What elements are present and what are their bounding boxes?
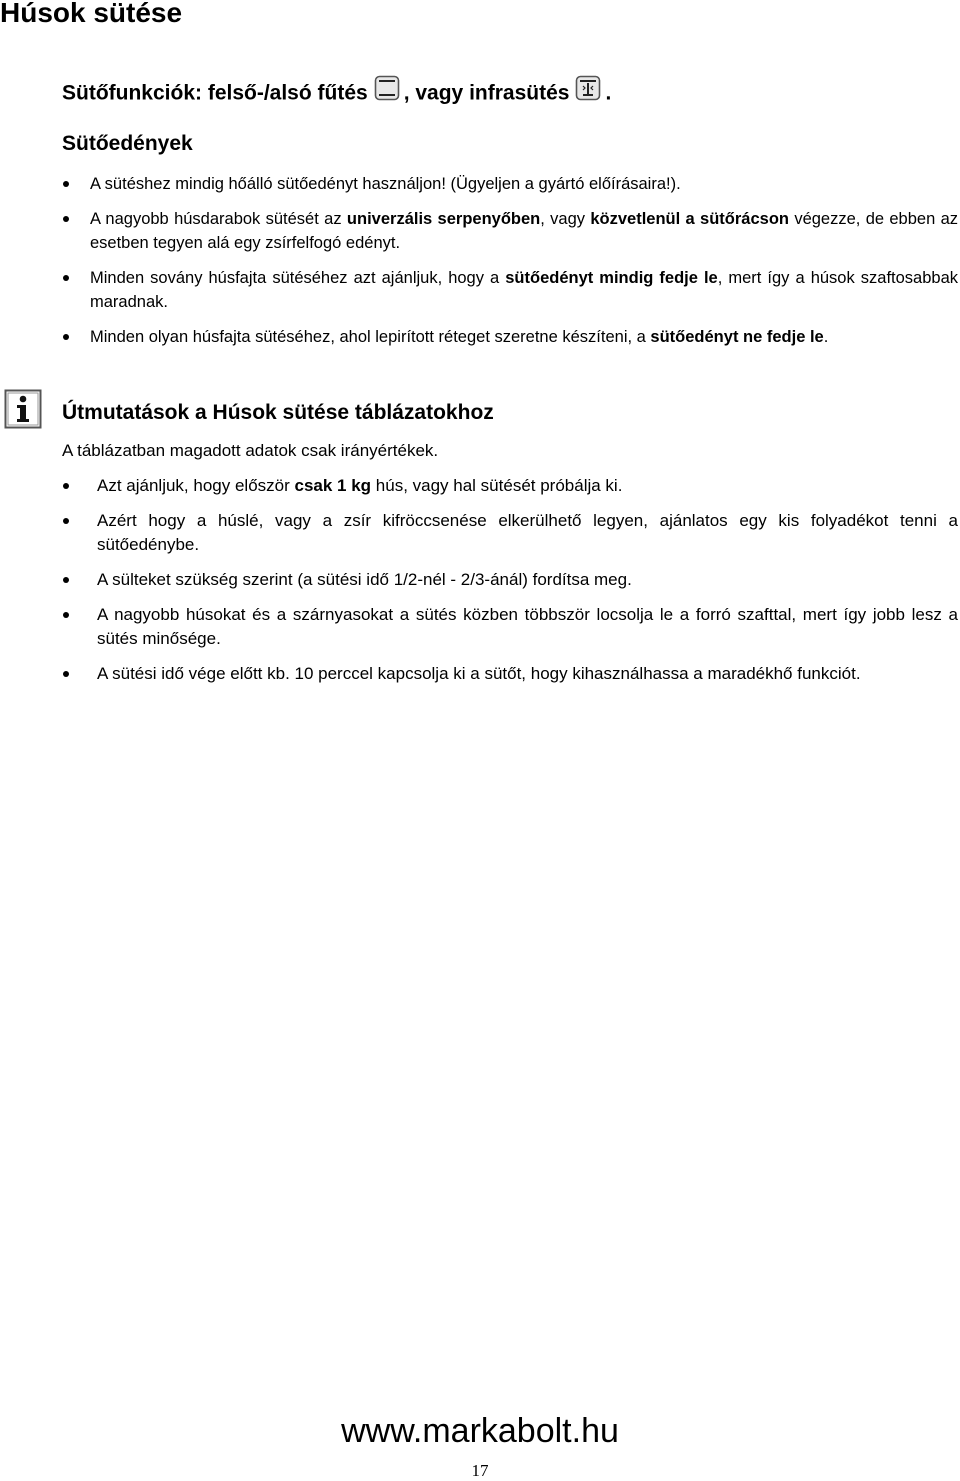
- info-icon: [4, 389, 42, 434]
- vessels-list: [62, 172, 958, 360]
- text-segment: Minden sovány húsfajta sütéséhez azt ajánljuk, hogy a: [90, 269, 506, 287]
- text-segment: A sütési idő vége előtt kb. 10 perccel kapcsolja ki a sütőt, hogy kihasználhassa a maradékhő funkciót.: [97, 664, 861, 683]
- page-number: 17: [471, 1461, 489, 1480]
- page-title: Húsok sütése: [0, 0, 183, 28]
- oven-functions-middle: , vagy infrasütés: [403, 81, 570, 105]
- list-item: [62, 603, 958, 651]
- list-item: [62, 266, 958, 314]
- guide-note: A táblázatban magadott adatok csak irányértékek.: [62, 441, 439, 460]
- list-item: [62, 474, 958, 498]
- bold-text: közvetlenül a sütőrácson: [590, 210, 789, 228]
- bold-text: univerzális serpenyőben: [346, 210, 541, 228]
- text-segment: , mert így a húsok szaftosabbak maradnak.: [90, 269, 958, 311]
- text-segment: , vagy: [540, 210, 591, 228]
- text-segment: .: [823, 328, 829, 346]
- vessels-heading: Sütőedények: [62, 132, 193, 155]
- list-item: [62, 509, 958, 557]
- bold-text: sütőedényt ne fedje le: [650, 328, 824, 346]
- text-segment: A nagyobb húsokat és a szárnyasokat a sütés közben többször locsolja le a forró szafttal, mert így jobb lesz a sütés minősége.: [97, 605, 958, 648]
- list-item: [62, 207, 958, 255]
- text-segment: Minden olyan húsfajta sütéséhez, ahol lepirított réteget szeretne készíteni, a: [90, 328, 651, 346]
- oven-functions-label: Sütőfunkciók: felső-/alsó fűtés: [62, 81, 368, 105]
- oven-functions-end: .: [605, 81, 612, 105]
- list-item: [62, 172, 958, 196]
- bold-text: csak 1 kg: [294, 476, 372, 495]
- list-item: [62, 568, 958, 592]
- bold-text: sütőedényt mindig fedje le: [505, 269, 718, 287]
- top-bottom-heat-icon: [374, 75, 400, 109]
- text-segment: végezze, de ebben az esetben tegyen alá egy zsírfelfogó edényt.: [90, 210, 959, 252]
- text-segment: hús, vagy hal sütését próbálja ki.: [371, 476, 623, 495]
- text-segment: A sütéshez mindig hőálló sütőedényt használjon! (Ügyeljen a gyártó előírásaira!).: [90, 175, 681, 193]
- list-item: [62, 662, 958, 686]
- text-segment: Azért hogy a húslé, vagy a zsír kifröccsenése elkerülhető legyen, ajánlatos egy kis folyadékot tenni a sütőedénybe.: [97, 511, 958, 554]
- guide-list: [62, 474, 958, 697]
- infra-grill-icon: [575, 75, 601, 109]
- list-item: [62, 325, 958, 349]
- text-segment: A nagyobb húsdarabok sütését az: [90, 210, 347, 228]
- oven-functions-line: [62, 79, 611, 109]
- footer-url: www.markabolt.hu: [341, 1412, 619, 1450]
- text-segment: A sülteket szükség szerint (a sütési idő 1/2-nél - 2/3-ánál) fordítsa meg.: [97, 570, 632, 589]
- text-segment: Azt ajánljuk, hogy először: [97, 476, 295, 495]
- guide-heading: Útmutatások a Húsok sütése táblázatokhoz: [62, 401, 494, 424]
